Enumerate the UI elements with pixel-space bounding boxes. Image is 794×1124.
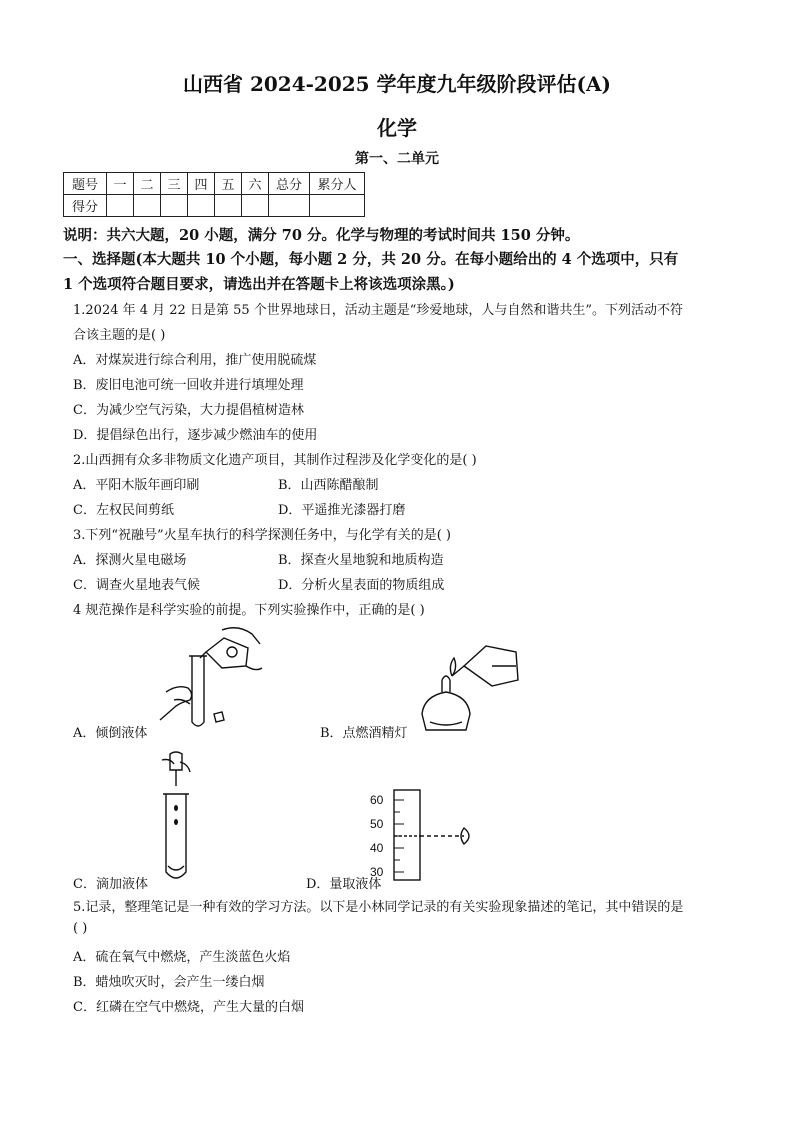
q2-stem: 2.山西拥有众多非物质文化遗产项目，其制作过程涉及化学变化的是( ) bbox=[73, 453, 477, 468]
score-header-cell: 题号 bbox=[64, 173, 107, 195]
score-cell[interactable] bbox=[310, 195, 365, 217]
score-header-cell: 一 bbox=[107, 173, 134, 195]
q1-option-c[interactable]: C．为减少空气污染，大力提倡植树造林 bbox=[73, 403, 304, 418]
score-cell[interactable] bbox=[188, 195, 215, 217]
score-header-cell: 四 bbox=[188, 173, 215, 195]
q1-stem-line1: 1.2024 年 4 月 22 日是第 55 个世界地球日，活动主题是“珍爱地球，人与自然和谐共生”。下列活动不符 bbox=[73, 303, 684, 318]
q2-option-a[interactable]: A．平阳木版年画印刷 bbox=[73, 478, 200, 493]
q3-option-a[interactable]: A．探测火星电磁场 bbox=[73, 553, 187, 568]
pouring-liquid-figure bbox=[152, 622, 270, 740]
q4-option-a[interactable]: A．倾倒液体 bbox=[73, 726, 148, 741]
score-cell[interactable] bbox=[242, 195, 269, 217]
section1-heading-line1: 一、选择题(本大题共 10 个小题，每小题 2 分，共 20 分。在每小题给出的 4 个选项中，只有 bbox=[63, 251, 679, 268]
cylinder-tick-30: 30 bbox=[370, 865, 384, 879]
q4-option-b[interactable]: B．点燃酒精灯 bbox=[320, 726, 408, 741]
exam-instructions: 说明：共六大题，20 小题，满分 70 分。化学与物理的考试时间共 150 分钟。 bbox=[63, 227, 580, 244]
q1-option-a[interactable]: A．对煤炭进行综合利用，推广使用脱硫煤 bbox=[73, 353, 317, 368]
q2-option-d[interactable]: D．平遥推光漆器打磨 bbox=[278, 503, 406, 518]
section1-heading-line2: 1 个选项符合题目要求，请选出并在答题卡上将该选项涂黑。) bbox=[63, 276, 455, 293]
q1-stem-line2: 合该主题的是( ) bbox=[73, 328, 166, 343]
q5-stem-line1: 5.记录，整理笔记是一种有效的学习方法。以下是小林同学记录的有关实验现象描述的笔记，其中错误的是 bbox=[73, 900, 684, 915]
score-header-cell: 六 bbox=[242, 173, 269, 195]
score-header-cell: 累分人 bbox=[310, 173, 365, 195]
unit-subtitle: 第一、二单元 bbox=[355, 151, 439, 167]
subject-title: 化学 bbox=[377, 116, 417, 140]
score-header-cell: 三 bbox=[161, 173, 188, 195]
q1-option-b[interactable]: B．废旧电池可统一回收并进行填埋处理 bbox=[73, 378, 304, 393]
q5-stem-line2: ( ) bbox=[73, 921, 88, 936]
q2-option-b[interactable]: B．山西陈醋酿制 bbox=[278, 478, 379, 493]
score-table-score-row bbox=[64, 195, 365, 217]
q3-option-d[interactable]: D．分析火星表面的物质组成 bbox=[278, 578, 445, 593]
q5-option-b[interactable]: B．蜡烛吹灭时，会产生一缕白烟 bbox=[73, 975, 265, 990]
q2-option-c[interactable]: C．左权民间剪纸 bbox=[73, 503, 174, 518]
score-cell[interactable] bbox=[161, 195, 188, 217]
lighting-alcohol-lamp-figure bbox=[412, 636, 532, 736]
cylinder-tick-40: 40 bbox=[370, 841, 384, 855]
dropping-liquid-figure bbox=[156, 750, 196, 886]
q5-option-a[interactable]: A．硫在氧气中燃烧，产生淡蓝色火焰 bbox=[73, 950, 291, 965]
exam-title: 山西省 2024-2025 学年度九年级阶段评估(A) bbox=[183, 72, 611, 96]
score-cell[interactable] bbox=[269, 195, 310, 217]
cylinder-tick-60: 60 bbox=[370, 793, 384, 807]
q1-option-d[interactable]: D．提倡绿色出行，逐步减少燃油车的使用 bbox=[73, 428, 318, 443]
score-row-label: 得分 bbox=[64, 195, 107, 217]
score-table-header-row bbox=[64, 173, 365, 195]
score-cell[interactable] bbox=[215, 195, 242, 217]
score-header-cell: 总分 bbox=[269, 173, 310, 195]
score-cell[interactable] bbox=[107, 195, 134, 217]
score-header-cell: 五 bbox=[215, 173, 242, 195]
score-cell[interactable] bbox=[134, 195, 161, 217]
q4-option-c[interactable]: C．滴加液体 bbox=[73, 877, 148, 892]
graduated-cylinder-figure bbox=[364, 786, 484, 882]
q4-stem: 4 规范操作是科学实验的前提。下列实验操作中，正确的是( ) bbox=[73, 603, 425, 618]
score-table bbox=[63, 172, 365, 217]
cylinder-tick-50: 50 bbox=[370, 817, 384, 831]
q3-stem: 3.下列“祝融号”火星车执行的科学探测任务中，与化学有关的是( ) bbox=[73, 528, 451, 543]
q5-option-c[interactable]: C．红磷在空气中燃烧，产生大量的白烟 bbox=[73, 1000, 304, 1015]
q4-option-d[interactable]: D．量取液体 bbox=[306, 877, 382, 892]
q3-option-b[interactable]: B．探查火星地貌和地质构造 bbox=[278, 553, 444, 568]
score-header-cell: 二 bbox=[134, 173, 161, 195]
q3-option-c[interactable]: C．调查火星地表气候 bbox=[73, 578, 200, 593]
